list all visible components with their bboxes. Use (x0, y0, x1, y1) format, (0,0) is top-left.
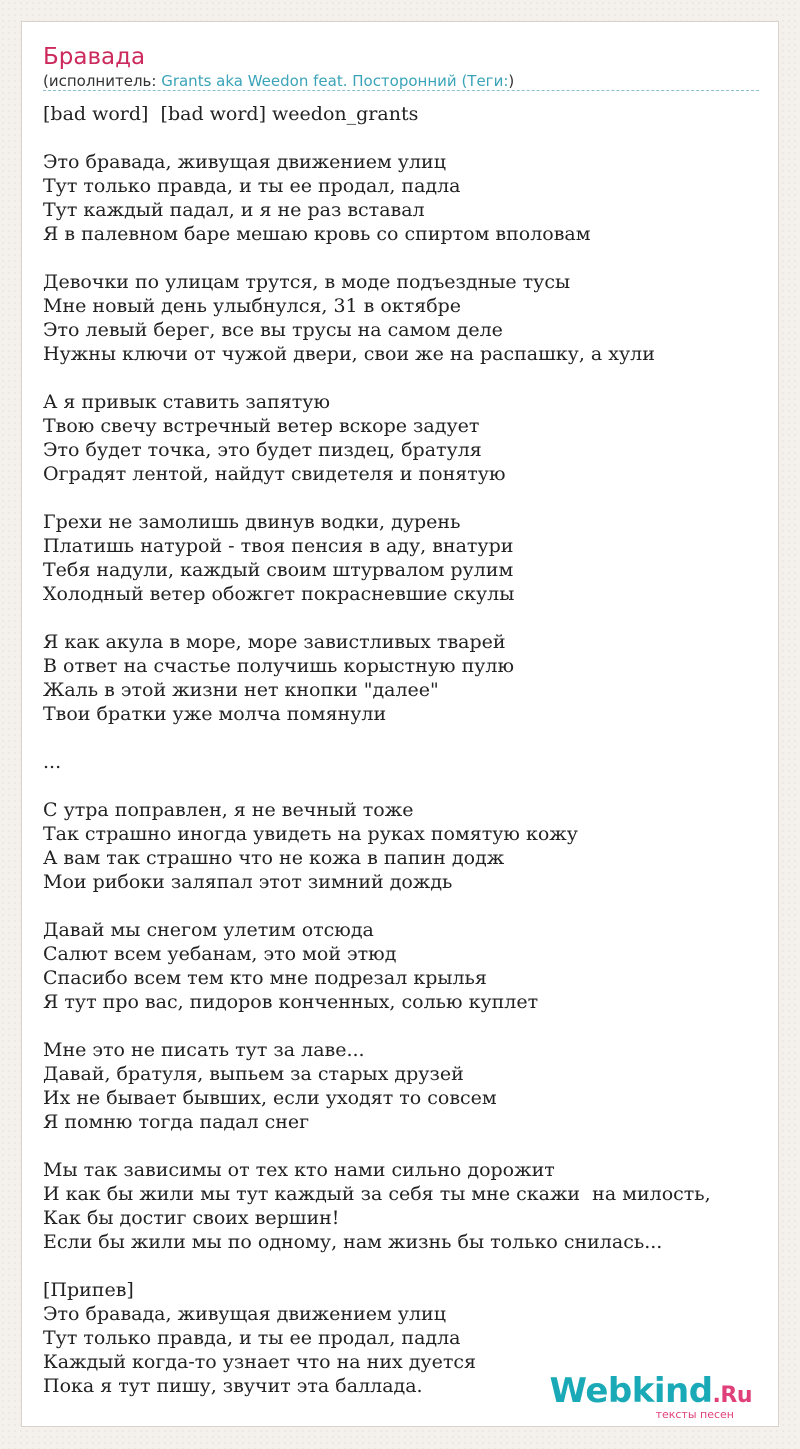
lyrics-line: Как бы достиг своих вершин! (43, 1207, 340, 1229)
lyrics-blank-line (43, 486, 763, 510)
lyrics-line: Спасибо всем тем кто мне подрезал крылья (43, 967, 487, 989)
lyrics-line: Тут только правда, и ты ее продал, падла (43, 1327, 461, 1349)
lyrics-line: Девочки по улицам трутся, в моде подъездные тусы (43, 271, 571, 293)
lyrics-blank-line (43, 126, 763, 150)
lyrics-line: Если бы жили мы по одному, нам жизнь бы только снилась... (43, 1231, 663, 1253)
lyrics-blank-line (43, 606, 763, 630)
logo-subtitle: тексты песен (655, 1408, 734, 1421)
lyrics-line: Я помню тогда падал снег (43, 1111, 310, 1133)
title-divider (43, 90, 759, 91)
lyrics-line: Салют всем уебанам, это мой этюд (43, 943, 397, 965)
tags-link[interactable]: (Теги: (456, 72, 509, 90)
lyrics-line: [Припев] (43, 1279, 134, 1301)
lyrics-line: Давай, братуля, выпьем за старых друзей (43, 1063, 464, 1085)
lyrics-text (43, 102, 763, 1398)
lyrics-line: А вам так страшно что не кожа в папин додж (43, 847, 505, 869)
song-title: Бравада (43, 44, 146, 70)
song-meta (43, 72, 514, 90)
lyrics-line: В ответ на счастье получишь корыстную пулю (43, 655, 515, 677)
lyrics-line: Тебя надули, каждый своим штурвалом рулим (43, 559, 514, 581)
lyrics-line: Это бравада, живущая движением улиц (43, 1303, 446, 1325)
lyrics-line: Это бравада, живущая движением улиц (43, 151, 446, 173)
lyrics-line: Пока я тут пишу, звучит эта баллада. (43, 1375, 423, 1397)
lyrics-line: Жаль в этой жизни нет кнопки "далее" (43, 679, 439, 701)
meta-suffix: ) (508, 72, 515, 90)
lyrics-line: [bad word] [bad word] weedon_grants (43, 103, 419, 125)
lyrics-line: Мы так зависимы от тех кто нами сильно дорожит (43, 1159, 555, 1181)
lyrics-blank-line (43, 894, 763, 918)
lyrics-line: Давай мы снегом улетим отсюда (43, 919, 374, 941)
artist-link[interactable]: Grants aka Weedon feat. Посторонний (161, 72, 457, 90)
lyrics-line: Это левый берег, все вы трусы на самом деле (43, 319, 503, 341)
lyrics-line: Тут каждый падал, и я не раз вставал (43, 199, 425, 221)
lyrics-blank-line (43, 1134, 763, 1158)
lyrics-line: Мне новый день улыбнулся, 31 в октябре (43, 295, 462, 317)
lyrics-blank-line (43, 1254, 763, 1278)
lyrics-line: Твои братки уже молча помянули (43, 703, 387, 725)
lyrics-line: С утра поправлен, я не вечный тоже (43, 799, 414, 821)
lyrics-line: Холодный ветер обожгет покрасневшие скулы (43, 583, 515, 605)
lyrics-line: Тут только правда, и ты ее продал, падла (43, 175, 461, 197)
lyrics-blank-line (43, 246, 763, 270)
lyrics-line: Твою свечу встречный ветер вскоре задует (43, 415, 480, 437)
meta-prefix: (исполнитель: (43, 72, 162, 90)
lyrics-blank-line (43, 366, 763, 390)
lyrics-line: А я привык ставить запятую (43, 391, 330, 413)
lyrics-line: Это будет точка, это будет пиздец, братуля (43, 439, 482, 461)
lyrics-blank-line (43, 726, 763, 750)
lyrics-line: ... (43, 751, 62, 773)
lyrics-line: И как бы жили мы тут каждый за себя ты мне скажи на милость, (43, 1183, 711, 1205)
logo-main-text: Webkind (549, 1371, 713, 1411)
lyrics-line: Грехи не замолишь двинув водки, дурень (43, 511, 461, 533)
lyrics-line: Так страшно иногда увидеть на руках помятую кожу (43, 823, 578, 845)
lyrics-card (21, 21, 779, 1427)
lyrics-blank-line (43, 774, 763, 798)
lyrics-line: Каждый когда-то узнает что на них дуется (43, 1351, 476, 1373)
webkind-logo[interactable] (549, 1371, 752, 1421)
lyrics-line: Мне это не писать тут за лаве... (43, 1039, 365, 1061)
lyrics-line: Я в палевном баре мешаю кровь со спиртом вполовам (43, 223, 591, 245)
lyrics-line: Я как акула в море, море завистливых тварей (43, 631, 506, 653)
lyrics-line: Их не бывает бывших, если уходят то совсем (43, 1087, 497, 1109)
lyrics-line: Я тут про вас, пидоров конченных, солью куплет (43, 991, 539, 1013)
lyrics-blank-line (43, 1014, 763, 1038)
lyrics-line: Нужны ключи от чужой двери, свои же на распашку, а хули (43, 343, 655, 365)
lyrics-line: Платишь натурой - твоя пенсия в аду, внатури (43, 535, 514, 557)
lyrics-line: Оградят лентой, найдут свидетеля и понятую (43, 463, 506, 485)
lyrics-line: Мои рибоки заляпал этот зимний дождь (43, 871, 453, 893)
logo-suffix-text: .Ru (712, 1383, 752, 1408)
